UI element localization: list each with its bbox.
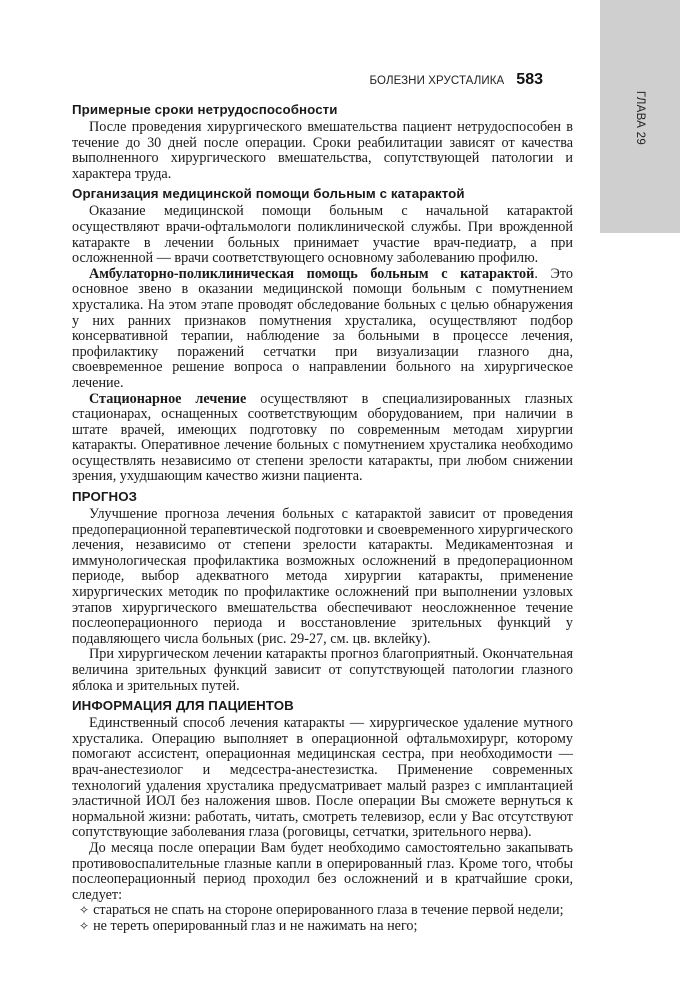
chapter-label: ГЛАВА 29 bbox=[634, 90, 646, 146]
section-heading: Организация медицинской помощи больным с катарактой bbox=[72, 186, 465, 202]
paragraph: До месяца после операции Вам будет необходимо самостоятельно закапывать противовоспалительные глазные капли в оперированный глаз. Кроме того, чтобы послеоперационный период проходил без осложнений и в кратчайшие сроки, следует: bbox=[72, 839, 573, 903]
paragraph: Оказание медицинской помощи больным с начальной катарактой осуществляют врачи-офтальмологи поликлинической службы. При врожденной катаракте в лечении больных принимает участие врач-педиатр, а при осложненной — врачи соответствующего основному заболеванию профилю. bbox=[72, 203, 573, 267]
section-heading: ИНФОРМАЦИЯ ДЛЯ ПАЦИЕНТОВ bbox=[72, 698, 294, 714]
running-title: БОЛЕЗНИ ХРУСТАЛИКА bbox=[369, 75, 505, 87]
diamond-bullet-icon: ✧ bbox=[79, 903, 90, 918]
paragraph: Стационарное лечение осуществляют в специализированных глазных стационарах, оснащенных соответствующим оборудованием, при наличии в штате врачей, имеющих подготовку по современным методам хирургии катаракты. Оперативное лечение больных с помутнением хрусталика необходимо осуществлять независимо от степени зрелости катаракты, при любом снижении зрения, ухудшающим качество жизни пациента. bbox=[72, 390, 573, 485]
running-header bbox=[370, 71, 543, 89]
section-heading: ПРОГНОЗ bbox=[72, 489, 138, 505]
diamond-bullet-icon: ✧ bbox=[79, 918, 90, 933]
list-item: ✧ стараться не спать на стороне оперированного глаза в течение первой недели; bbox=[79, 902, 564, 919]
page-number: 583 bbox=[516, 71, 543, 88]
paragraph: Амбулаторно-поликлиническая помощь больным с катарактой. Это основное звено в оказании медицинской помощи больным с помутнением хрусталика. На этом этапе проводят обследование больных с целью обнаружения у них ранних признаков помутнения хрусталика, осуществляют подбор консервативной терапии, наблюдение за больными в процессе лечения, профилактику поражений сетчатки при визуализации глазного дна, своевременное решение вопроса о направлении больного на хирургическое лечение. bbox=[72, 265, 573, 391]
section-heading: Примерные сроки нетрудоспособности bbox=[72, 102, 338, 117]
list-item: ✧ не тереть оперированный глаз и не нажимать на него; bbox=[79, 917, 418, 934]
paragraph: Улучшение прогноза лечения больных с катарактой зависит от проведения предоперационной терапевтической подготовки и своевременного хирургического лечения, независимо от степени зрелости катаракты. Медикаментозная и иммунологическая профилактика возможных осложнений в предоперационном периоде, выбор адекватного метода хирургии катаракты, применение хирургических методик по профилактике осложнений при выполнении узловых этапов хирургического вмешательства обеспечивают неосложненное течение послеоперационного периода и восстановление зрительных функций у подавляющего числа больных (рис. 29-27, см. цв. вклейку). bbox=[72, 506, 573, 647]
inline-term: Амбулаторно-поликлиническая помощь больным с катарактой bbox=[89, 265, 535, 282]
paragraph: После проведения хирургического вмешательства пациент нетрудоспособен в течение до 30 дней после операции. Сроки реабилитации зависят от качества выполненного хирургического вмешательства, сопутствующей патологии и характера труда. bbox=[72, 119, 573, 182]
page-body bbox=[72, 98, 573, 935]
chapter-side-tab bbox=[600, 0, 680, 233]
paragraph: Единственный способ лечения катаракты — хирургическое удаление мутного хрусталика. Операцию выполняет в операционной офтальмохирург, которому помогают ассистент, операционная медицинская сестра, при необходимости — врач-анестезиолог и медсестра-анестезистка. Применение современных технологий удаления хрусталика предусматривает малый разрез с имплантацией эластичной ИОЛ без наложения швов. После операции Вы сможете вернуться к нормальной жизни: работать, читать, смотреть телевизор, если у Вас отсутствуют сопутствующие заболевания глаза (роговицы, сетчатки, зрительного нерва). bbox=[72, 715, 573, 841]
advice-list bbox=[72, 903, 573, 934]
inline-term: Стационарное лечение bbox=[89, 390, 247, 407]
paragraph: При хирургическом лечении катаракты прогноз благоприятный. Окончательная величина зрительных функций зависит от сопутствующей патологии глазного яблока и зрительных путей. bbox=[72, 646, 573, 694]
